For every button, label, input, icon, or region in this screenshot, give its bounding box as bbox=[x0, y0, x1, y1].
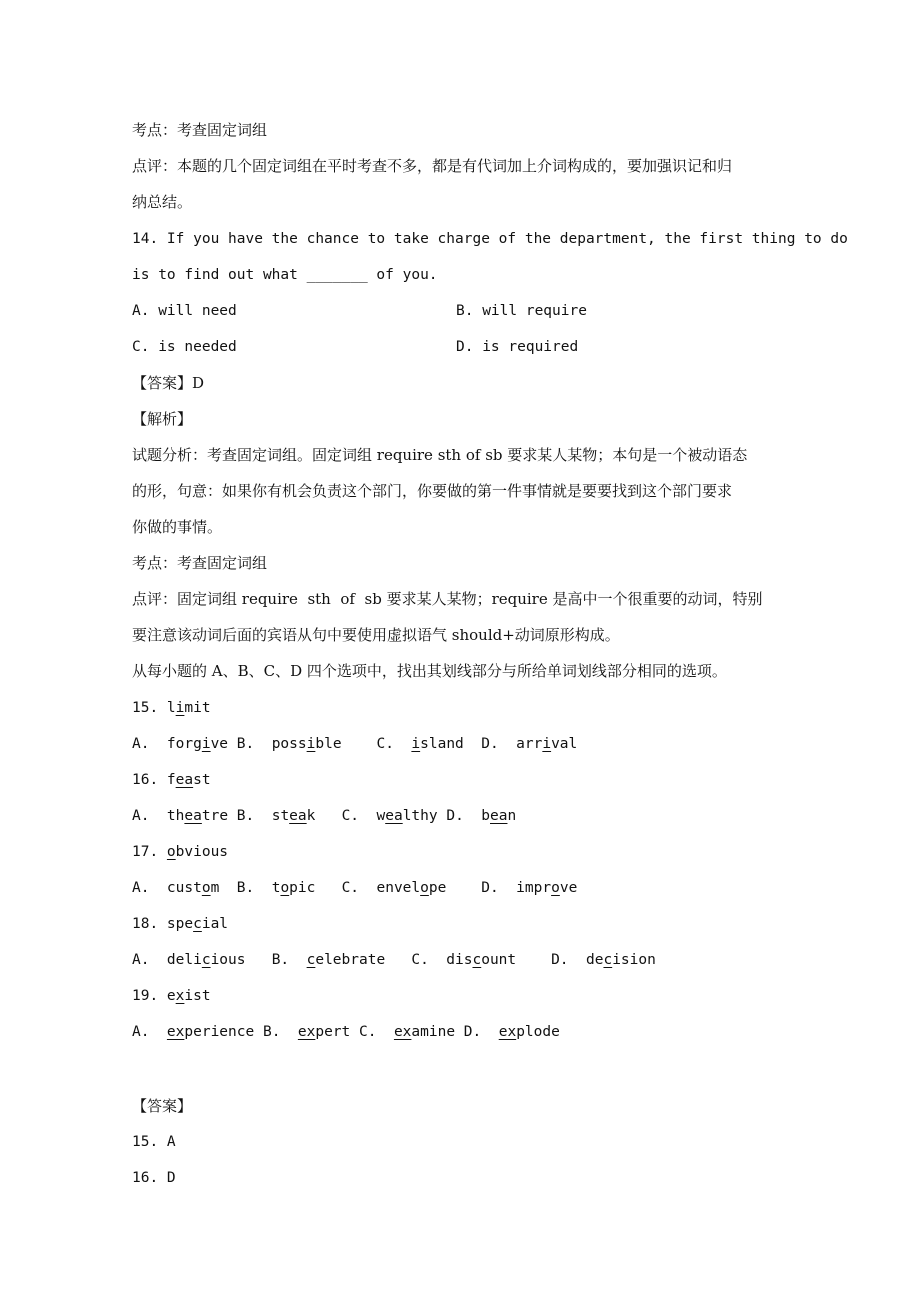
q18-option-c: C. discount bbox=[411, 952, 552, 968]
q15-option-c: C. island bbox=[376, 736, 482, 752]
dianping-line-1: 点评：本题的几个固定词组在平时考查不多，都是有代词加上介词构成的，要加强识记和归 bbox=[132, 157, 733, 175]
q18-options bbox=[132, 950, 656, 970]
q14-kaodian: 考点：考查固定词组 bbox=[132, 554, 268, 572]
q19-option-b: B. expert bbox=[262, 1024, 360, 1040]
dianping-line-2: 纳总结。 bbox=[132, 193, 193, 211]
q14-analysis-line-2: 的形，句意：如果你有机会负责这个部门，你要做的第一件事情就是要要找到这个部门要求 bbox=[132, 482, 733, 500]
q16-option-d: D. bean bbox=[437, 808, 517, 824]
q14-option-c: C. is needed bbox=[132, 339, 237, 355]
q14-analysis-line-3: 你做的事情。 bbox=[132, 518, 223, 536]
q15-options bbox=[132, 734, 577, 754]
q16-option-c: C. wealthy bbox=[341, 808, 438, 824]
kaodian-line: 考点：考查固定词组 bbox=[132, 121, 268, 139]
q14-dianping-line-2: 要注意该动词后面的宾语从句中要使用虚拟语气 should+动词原形构成。 bbox=[132, 626, 620, 644]
q16-option-a: A. theatre bbox=[132, 808, 229, 824]
q17-stem: 17. obvious bbox=[132, 844, 229, 860]
answers-label: 【答案】 bbox=[132, 1097, 193, 1115]
q17-option-d: D. improve bbox=[481, 880, 578, 896]
q18-option-d: D. decision bbox=[551, 952, 656, 968]
q14-analysis-label: 【解析】 bbox=[132, 410, 193, 428]
q18-option-a: A. delicious bbox=[132, 952, 272, 968]
q17-options bbox=[132, 878, 577, 898]
q19-stem: 19. exist bbox=[132, 988, 211, 1004]
q15-option-d: D. arrival bbox=[481, 736, 578, 752]
q14-stem-line-1: 14. If you have the chance to take charge of the department, the first thing to do bbox=[132, 231, 848, 247]
section-instruction: 从每小题的 A、B、C、D 四个选项中，找出其划线部分与所给单词划线部分相同的选项。 bbox=[132, 662, 727, 680]
q14-dianping-line-1: 点评：固定词组 require sth of sb 要求某人某物；require 是高中一个很重要的动词，特别 bbox=[132, 590, 763, 608]
q14-analysis-line-1: 试题分析：考查固定词组。固定词组 require sth of sb 要求某人某物；本句是一个被动语态 bbox=[132, 446, 748, 464]
q16-stem: 16. feast bbox=[132, 772, 211, 788]
q14-option-b: B. will require bbox=[456, 303, 587, 319]
q19-options bbox=[132, 1022, 560, 1042]
q19-option-a: A. experience bbox=[132, 1024, 263, 1040]
q18-option-b: B. celebrate bbox=[271, 952, 412, 968]
q17-option-b: B. topic bbox=[236, 880, 342, 896]
q15-option-b: B. possible bbox=[228, 736, 377, 752]
answer-16: 16. D bbox=[132, 1170, 176, 1186]
q16-option-b: B. steak bbox=[228, 808, 342, 824]
q17-option-a: A. custom bbox=[132, 880, 237, 896]
q15-stem: 15. limit bbox=[132, 700, 211, 716]
q16-options bbox=[132, 806, 516, 826]
q19-option-d: D. explode bbox=[463, 1024, 560, 1040]
q18-stem: 18. special bbox=[132, 916, 229, 932]
q17-option-c: C. envelope bbox=[341, 880, 482, 896]
q14-option-d: D. is required bbox=[456, 339, 579, 355]
q19-option-c: C. examine bbox=[359, 1024, 464, 1040]
q14-option-a: A. will need bbox=[132, 303, 237, 319]
q15-option-a: A. forgive bbox=[132, 736, 229, 752]
answer-15: 15. A bbox=[132, 1134, 176, 1150]
q14-answer: 【答案】D bbox=[132, 374, 205, 392]
q14-stem-line-2: is to find out what _______ of you. bbox=[132, 267, 438, 283]
